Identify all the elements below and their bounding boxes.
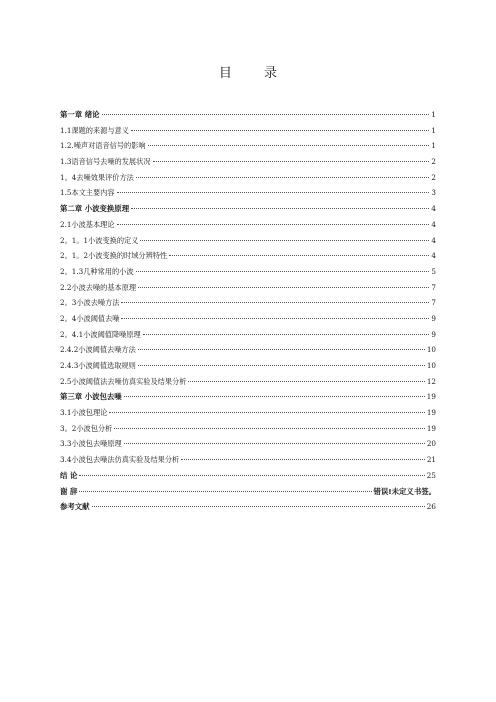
toc-chapter-entry[interactable] (60, 201, 436, 217)
toc-page-number: 4 (431, 251, 436, 261)
toc-title: 目 录 (218, 66, 292, 81)
toc-dot-leader (143, 334, 430, 335)
toc-chapter-entry[interactable] (60, 484, 436, 500)
toc-dot-leader (131, 130, 429, 131)
toc-entry-label: 1。4去噪效果评价方法 (60, 172, 134, 182)
toc-section-entry[interactable] (60, 170, 436, 186)
toc-page-number: 20 (426, 439, 436, 449)
toc-section-entry[interactable] (60, 138, 436, 154)
toc-section-entry[interactable] (60, 280, 436, 296)
toc-entry-label: 2。3小波去噪方法 (60, 298, 120, 308)
toc-dot-leader (117, 192, 430, 193)
toc-page-number: 7 (431, 298, 436, 308)
toc-page-number: 1 (431, 125, 436, 135)
toc-page-number: 4 (431, 219, 436, 229)
toc-page-number: 19 (426, 392, 436, 402)
toc-chapter-entry[interactable] (60, 499, 436, 515)
toc-page-number: 10 (426, 345, 436, 355)
toc-section-entry[interactable] (60, 436, 436, 452)
toc-dot-leader (124, 396, 425, 397)
toc-entry-label: 2.4.3小波阈值选取规则 (60, 361, 136, 370)
toc-page-number: 3 (431, 188, 436, 198)
toc-entry-label: 2。1。2小波变换的时域分辨特性 (60, 251, 168, 261)
toc-section-entry[interactable] (60, 154, 436, 170)
toc-page-number: 19 (426, 408, 436, 418)
toc-entry-label: 1.2.噪声对语音信号的影响 (60, 141, 146, 151)
toc-section-entry[interactable] (60, 374, 436, 390)
toc-dot-leader (102, 114, 430, 115)
toc-page-number: 10 (426, 361, 436, 370)
toc-section-entry[interactable] (60, 421, 436, 437)
toc-section-entry[interactable] (60, 217, 436, 233)
toc-page-number: 错误!未定义书签。 (373, 486, 436, 496)
toc-dot-leader (109, 412, 424, 413)
toc-dot-leader (181, 459, 425, 460)
toc-dot-leader (188, 381, 424, 382)
toc-section-entry[interactable] (60, 264, 436, 280)
toc-dot-leader (148, 145, 430, 146)
toc-page-number: 2 (431, 172, 436, 182)
toc-page-number: 26 (426, 502, 436, 512)
toc-dot-leader (92, 506, 425, 507)
toc-page-number: 2 (431, 157, 436, 167)
toc-entry-label: 3.3小波包去噪原理 (60, 439, 122, 449)
toc-entry-label: 2.5小波阈值法去噪仿真实验及结果分析 (60, 376, 187, 386)
toc-entry-label: 1.1课题的来源与意义 (60, 125, 129, 135)
toc-section-entry[interactable] (60, 358, 436, 374)
toc-section-entry[interactable] (60, 327, 436, 343)
toc-entry-label: 谢 辞 (60, 486, 78, 496)
toc-entry-label: 结 论 (60, 470, 78, 480)
toc-dot-leader (79, 491, 371, 492)
toc-page-number: 9 (431, 313, 436, 323)
toc-entry-label: 3.1小波包理论 (60, 408, 108, 418)
toc-page-number: 25 (426, 470, 436, 480)
toc-entry-label: 2。4小波阈值去噪 (60, 313, 120, 323)
toc-chapter-entry[interactable] (60, 389, 436, 405)
toc-page-number: 4 (431, 204, 436, 214)
toc-page-number: 1 (431, 110, 436, 119)
toc-entry-label: 1.5本文主要内容 (60, 188, 115, 198)
toc-page-number: 1 (431, 141, 436, 151)
toc-page-number: 5 (431, 266, 436, 276)
toc-page-number: 19 (426, 423, 436, 433)
toc-section-entry[interactable] (60, 342, 436, 358)
toc-page-number: 7 (431, 282, 436, 292)
toc-dot-leader (138, 349, 425, 350)
toc-entry-label: 第一章 绪论 (60, 110, 100, 119)
toc-dot-leader (121, 318, 429, 319)
toc-dot-leader (114, 428, 425, 429)
toc-page-number: 9 (431, 329, 436, 339)
toc-page-number: 21 (426, 455, 436, 465)
toc-entry-label: 2。4.1小波阈值降噪原理 (60, 329, 141, 339)
toc-section-entry[interactable] (60, 295, 436, 311)
toc-section-entry[interactable] (60, 405, 436, 421)
toc-entry-label: 2。1。1小波变换的定义 (60, 235, 139, 245)
toc-chapter-entry[interactable] (60, 468, 436, 484)
toc-dot-leader (140, 240, 429, 241)
toc-entry-label: 3。2小波包分析 (60, 423, 113, 433)
toc-chapter-entry[interactable] (60, 107, 436, 123)
toc-dot-leader (117, 224, 430, 225)
toc-entry-label: 2。1.3几种常用的小波 (60, 266, 134, 276)
toc-entry-label: 2.2小波去噪的基本原理 (60, 282, 137, 292)
toc-entry-label: 2.1小波基本理论 (60, 219, 115, 229)
toc-section-entry[interactable] (60, 185, 436, 201)
toc-dot-leader (136, 271, 430, 272)
toc-page-number: 4 (431, 235, 436, 245)
toc-section-entry[interactable] (60, 123, 436, 139)
toc-dot-leader (79, 475, 424, 476)
toc-dot-leader (138, 287, 429, 288)
toc-entry-label: 第二章 小波变换原理 (60, 204, 130, 214)
toc-list (60, 107, 436, 515)
toc-section-entry[interactable] (60, 452, 436, 468)
toc-entry-label: 3.4小波包去噪法仿真实验及结果分析 (60, 455, 180, 465)
toc-dot-leader (131, 208, 429, 209)
toc-entry-label: 参考文献 (60, 502, 90, 512)
toc-section-entry[interactable] (60, 311, 436, 327)
toc-dot-leader (153, 161, 430, 162)
toc-section-entry[interactable] (60, 233, 436, 249)
toc-entry-label: 2.4.2小波阈值去噪方法 (60, 345, 136, 355)
toc-entry-label: 1.3语音信号去噪的发展状况 (60, 157, 151, 167)
toc-dot-leader (169, 255, 429, 256)
toc-entry-label: 第三章 小波包去噪 (60, 392, 122, 402)
toc-page-number: 12 (426, 376, 436, 386)
toc-dot-leader (138, 365, 425, 366)
toc-dot-leader (136, 177, 430, 178)
toc-dot-leader (121, 302, 429, 303)
toc-dot-leader (124, 443, 425, 444)
toc-section-entry[interactable] (60, 248, 436, 264)
